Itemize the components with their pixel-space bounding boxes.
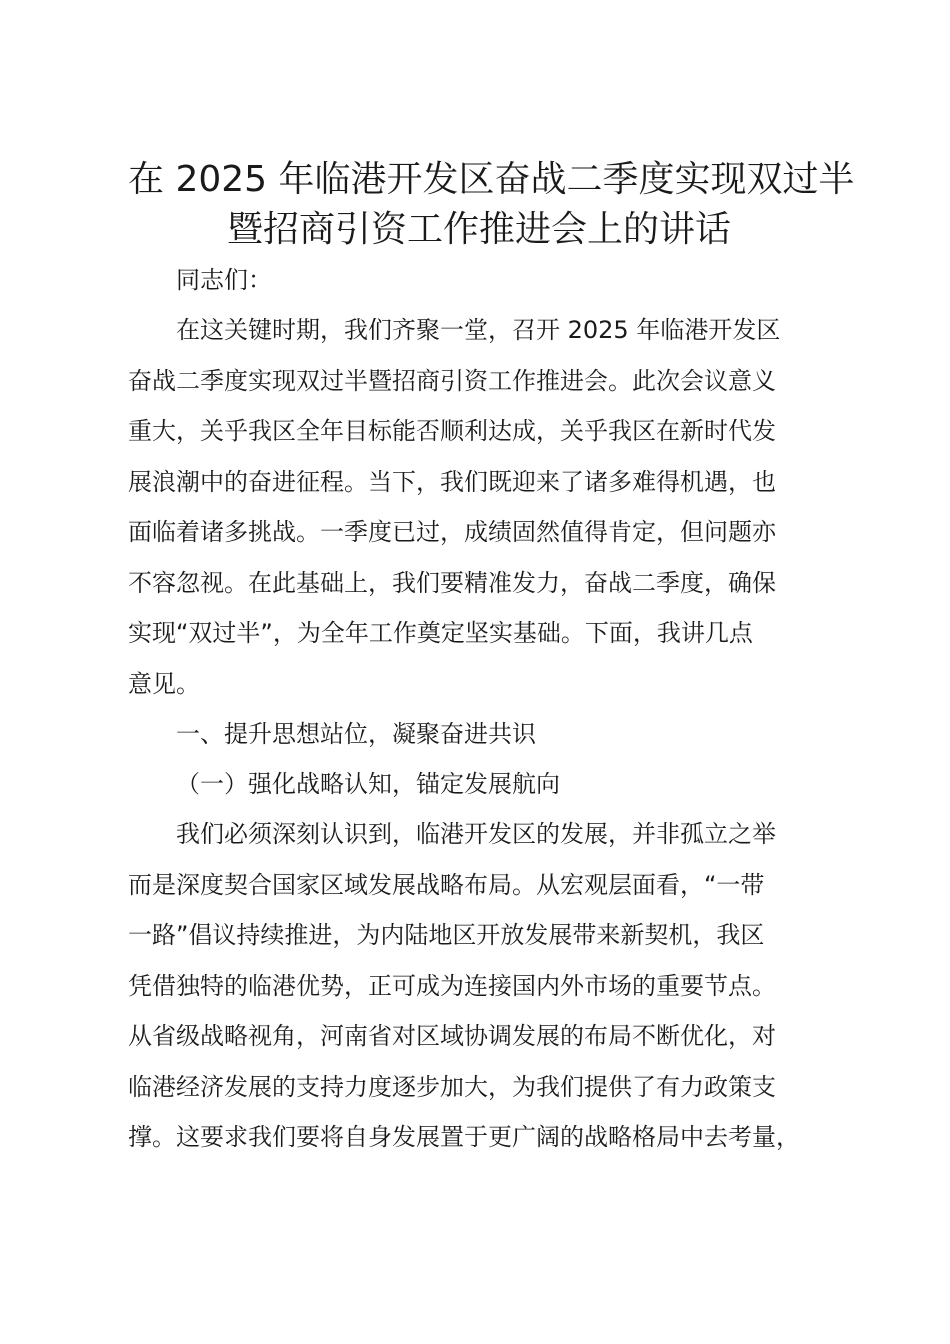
text-line: 撑。这要求我们要将自身发展置于更广阔的战略格局中去考量，	[128, 1123, 800, 1151]
intro-paragraph	[128, 305, 830, 709]
text-line: 意见。	[128, 669, 200, 698]
text-line: 从省级战略视角，河南省对区域协调发展的布局不断优化，对	[128, 1022, 776, 1050]
section-heading: 一、提升思想站位，凝聚奋进共识	[176, 720, 536, 748]
text-line: 奋战二季度实现双过半暨招商引资工作推进会。此次会议意义	[128, 366, 776, 395]
body-paragraph	[128, 809, 830, 1163]
salutation: 同志们：	[176, 266, 272, 294]
document-page	[128, 155, 855, 1163]
text-line: 面临着诸多挑战。一季度已过，成绩固然值得肯定，但问题亦	[128, 518, 776, 546]
text-line: 凭借独特的临港优势，正可成为连接国内外市场的重要节点。	[128, 971, 776, 1000]
text-line: 实现“双过半”，为全年工作奠定坚实基础。下面，我讲几点	[128, 619, 753, 647]
title-line: 暨招商引资工作推进会上的讲话	[226, 209, 731, 250]
text-line: 重大，关乎我区全年目标能否顺利达成，关乎我区在新时代发	[128, 417, 776, 445]
text-line: 不容忽视。在此基础上，我们要精准发力，奋战二季度，确保	[128, 568, 776, 597]
subsection-heading: （一）强化战略认知，锚定发展航向	[176, 770, 560, 798]
text-line: 一路”倡议持续推进，为内陆地区开放发展带来新契机，我区	[128, 921, 765, 949]
text-line: 而是深度契合国家区域发展战略布局。从宏观层面看，“一带	[128, 870, 765, 899]
text-line: 展浪潮中的奋进征程。当下，我们既迎来了诸多难得机遇，也	[128, 467, 776, 496]
text-line: 在这关键时期，我们齐聚一堂，召开 2025 年临港开发区	[176, 316, 781, 344]
text-line: 临港经济发展的支持力度逐步加大，为我们提供了有力政策支	[128, 1072, 776, 1101]
title-line: 在 2025 年临港开发区奋战二季度实现双过半	[128, 159, 855, 200]
document-title	[128, 155, 855, 255]
text-line: 我们必须深刻认识到，临港开发区的发展，并非孤立之举	[176, 820, 776, 848]
